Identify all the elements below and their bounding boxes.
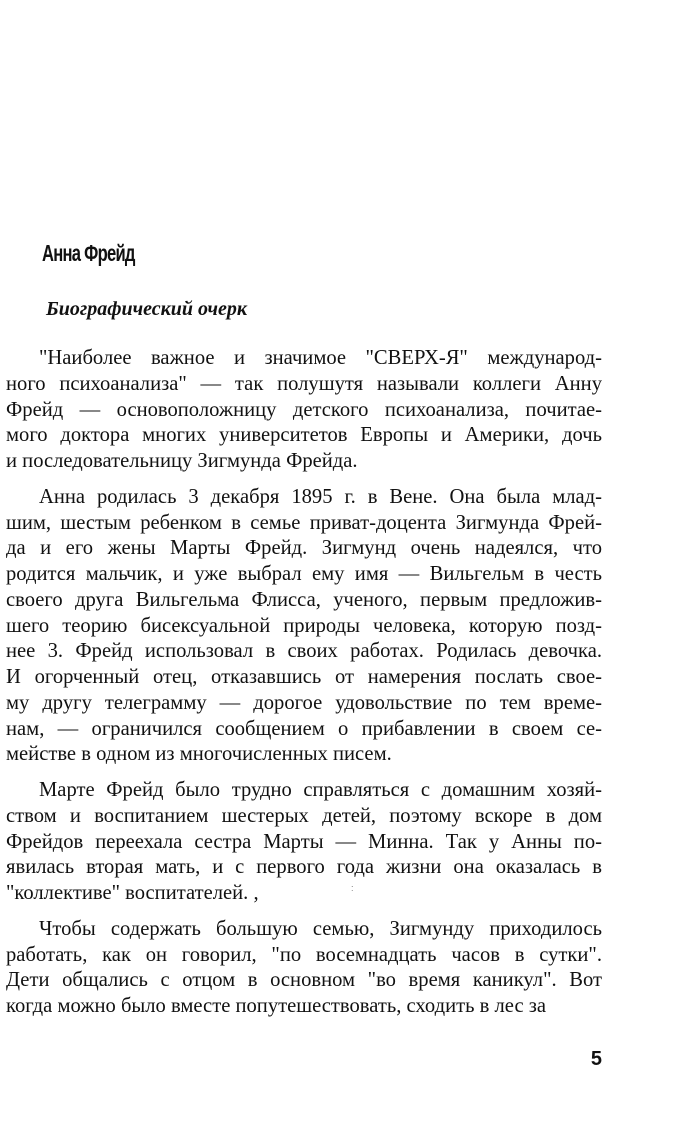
text-line: Марте Фрейд было трудно справляться с домашним хозяй- [39, 779, 602, 801]
text-line: Чтобы содержать большую семью, Зигмунду приходилось [39, 917, 602, 940]
text-line: нам, — ограничился сообщением о прибавлении в своем се- [6, 717, 602, 740]
chapter-subtitle: Биографический очерк [46, 298, 248, 320]
text-line: Дети общались с отцом в основном "во время каникул". Вот [6, 969, 602, 992]
text-line: шего теорию бисексуальной природы человека, которую позд- [6, 614, 602, 637]
paragraph [6, 778, 602, 907]
text-line: Анна родилась 3 декабря 1895 г. в Вене. Она была млад- [39, 485, 602, 508]
text-line: му другу телеграмму — дорогое удовольствие по тем време- [6, 691, 602, 714]
paragraph [6, 917, 602, 1020]
text-line: нее 3. Фрейд использовал в своих работах. Родилась девочка. [6, 640, 602, 663]
text-line: И огорченный отец, отказавшись от намерения послать свое- [6, 666, 602, 688]
text-line: "Наиболее важное и значимое "СВЕРХ-Я" международ- [39, 347, 602, 369]
text-line: ством и воспитанием шестерых детей, поэтому вскоре в дом [6, 804, 602, 827]
text-line: и последовательницу Зигмунда Фрейда. [6, 450, 358, 472]
paragraph [6, 485, 602, 768]
text-line: шим, шестым ребенком в семье приват-доцента Зигмунда Фрей- [6, 511, 602, 534]
paragraph [6, 346, 602, 475]
text-line: явилась вторая мать, и с первого года жизни она оказалась в [6, 856, 602, 879]
text-line: Фрейд — основоположницу детского психоанализа, почитае- [6, 398, 602, 421]
chapter-title: Анна Фрейд [42, 240, 135, 266]
text-line: да и его жены Марты Фрейд. Зигмунд очень надеялся, что [6, 537, 602, 560]
text-line: родится мальчик, и уже выбрал ему имя — Вильгельм в честь [6, 563, 602, 585]
text-line: своего друга Вильгельма Флисса, ученого, первым предложив- [6, 588, 602, 611]
text-line: ного психоанализа" — так полушутя называли коллеги Анну [6, 372, 602, 395]
text-line: когда можно было вместе попутешествовать, сходить в лес за [6, 995, 547, 1017]
print-speck: : [351, 883, 354, 893]
text-line: "коллективе" воспитателей. , [6, 882, 259, 904]
text-line: работать, как он говорил, "по восемнадцать часов в сутки". [6, 943, 602, 966]
text-line: мействе в одном из многочисленных писем. [6, 743, 392, 766]
text-line: мого доктора многих университетов Европы и Америки, дочь [6, 424, 602, 447]
body-text [6, 346, 602, 1030]
text-line: Фрейдов переехала сестра Марты — Минна. Так у Анны по- [6, 830, 602, 853]
page-number: 5 [590, 1048, 602, 1070]
